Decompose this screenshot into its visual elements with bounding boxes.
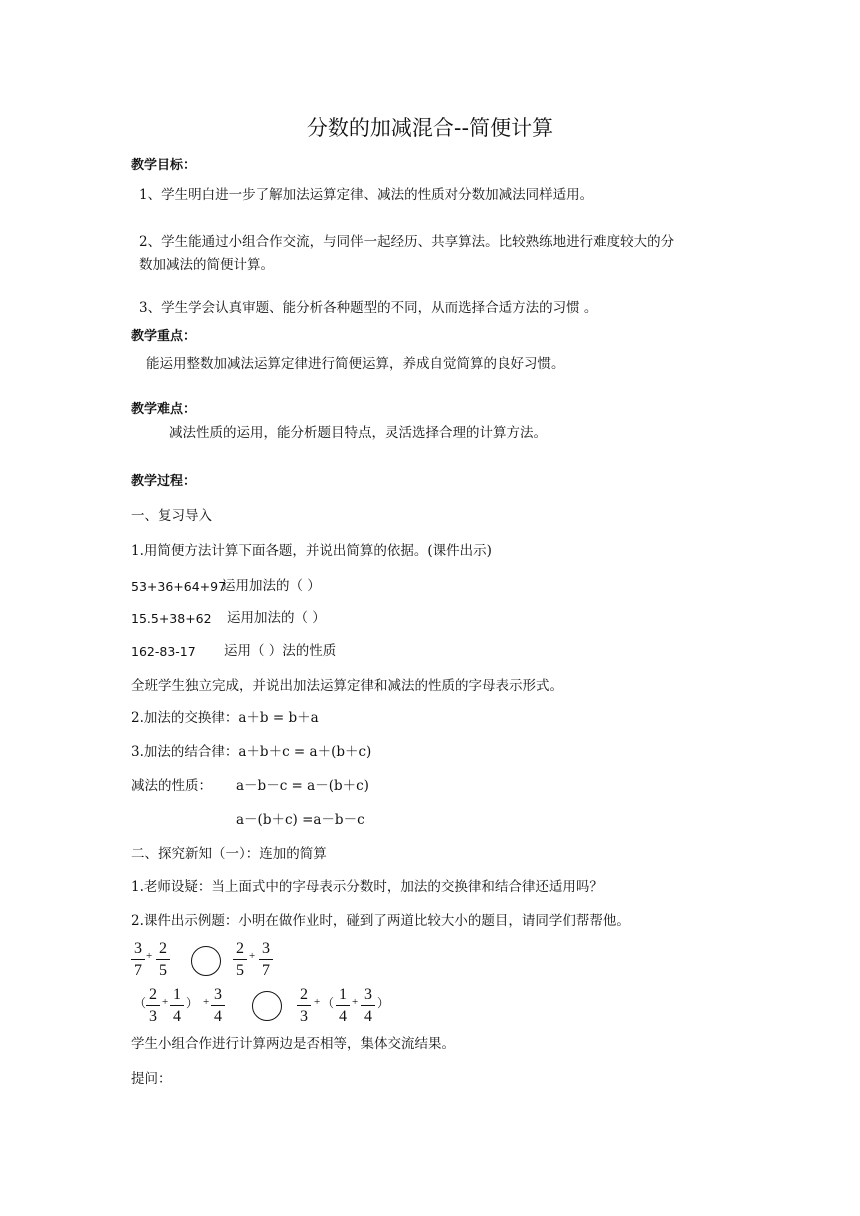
fraction-numerator: 2 (159, 940, 167, 957)
section-2-heading: 二、探究新知（一）：连加的简算 (131, 846, 327, 862)
fraction-denominator: 3 (300, 1008, 308, 1025)
objective-2-cont: 数加减法的简便计算。 (139, 257, 274, 273)
document-title: 分数的加减混合--简便计算 (306, 116, 554, 140)
fraction (156, 939, 170, 980)
fraction-denominator: 7 (262, 962, 270, 979)
plus-sign: + (203, 996, 210, 1008)
question-prompt: 提问： (131, 1071, 172, 1087)
plus-sign: + (162, 996, 169, 1008)
section-1-heading: 一、复习导入 (131, 508, 212, 524)
plus-sign: + (249, 950, 256, 962)
fraction-denominator: 5 (236, 962, 244, 979)
objective-1: 1、学生明白进一步了解加法运算定律、减法的性质对分数加减法同样适用。 (139, 187, 594, 203)
fraction-numerator: 2 (236, 940, 244, 957)
example-3-note: 运用（ ）法的性质 (224, 643, 337, 659)
plus-sign: + (352, 996, 359, 1008)
fraction-denominator: 5 (159, 962, 167, 979)
step-2: 2.课件出示例题：小明在做作业时，碰到了两道比较大小的题目，请同学们帮帮他。 (131, 913, 630, 929)
fraction (336, 985, 350, 1026)
fraction-numerator: 3 (364, 986, 372, 1003)
example-1-expression: 53+36+64+97 (131, 579, 227, 594)
objective-2: 2、学生能通过小组合作交流，与同伴一起经历、共享算法。比较熟练地进行难度较大的分 (139, 234, 675, 250)
fraction-numerator: 3 (262, 940, 270, 957)
subtraction-rule-1: a－b－c = a－(b＋c) (236, 778, 369, 794)
key-points-heading: 教学重点： (131, 329, 197, 344)
objectives-heading: 教学目标： (131, 158, 197, 173)
fraction (233, 939, 247, 980)
fraction-denominator: 3 (149, 1008, 157, 1025)
fraction-numerator: 2 (300, 986, 308, 1003)
fraction (131, 939, 145, 980)
fraction-numerator: 1 (339, 986, 347, 1003)
fraction-denominator: 4 (214, 1008, 222, 1025)
fraction (170, 985, 184, 1026)
associative-law: 3.加法的结合律：a＋b＋c = a＋(b＋c) (131, 744, 372, 760)
example-1-note: 运用加法的（ ） (222, 578, 321, 594)
difficulties-heading: 教学难点： (131, 402, 197, 417)
step-1: 1.老师设疑：当上面式中的字母表示分数时，加法的交换律和结合律还适用吗？ (131, 879, 603, 895)
left-paren: （ (134, 996, 147, 1010)
subtraction-property-label: 减法的性质： (131, 778, 212, 794)
class-instruction: 全班学生独立完成，并说出加法运算定律和减法的性质的字母表示形式。 (131, 678, 563, 694)
fraction-numerator: 1 (173, 986, 181, 1003)
comparison-circle[interactable] (191, 946, 221, 976)
example-2-note: 运用加法的（ ） (227, 610, 326, 626)
left-paren: （ (322, 996, 335, 1010)
example-3-expression: 162-83-17 (131, 644, 196, 659)
right-paren: ） (186, 996, 199, 1010)
objective-3: 3、学生学会认真审题、能分析各种题型的不同，从而选择合适方法的习惯 。 (139, 300, 598, 316)
group-work: 学生小组合作进行计算两边是否相等，集体交流结果。 (131, 1036, 455, 1052)
fraction (259, 939, 273, 980)
comparison-circle[interactable] (252, 991, 282, 1021)
fraction (211, 985, 225, 1026)
process-heading: 教学过程： (131, 474, 197, 489)
subtraction-rule-2: a－(b＋c) =a－b－c (236, 812, 365, 828)
fraction-numerator: 3 (214, 986, 222, 1003)
example-2-expression: 15.5+38+62 (131, 611, 212, 626)
fraction-denominator: 7 (134, 962, 142, 979)
difficulties-text: 减法性质的运用，能分析题目特点，灵活选择合理的计算方法。 (169, 425, 547, 441)
fraction (146, 985, 160, 1026)
fraction (361, 985, 375, 1026)
question-1: 1.用简便方法计算下面各题，并说出简算的依据。(课件出示) (131, 543, 492, 559)
commutative-law: 2.加法的交换律：a＋b = b＋a (131, 710, 319, 726)
plus-sign: + (314, 996, 321, 1008)
fraction-numerator: 2 (149, 986, 157, 1003)
fraction (297, 985, 311, 1026)
fraction-denominator: 4 (364, 1008, 372, 1025)
plus-sign: + (146, 950, 153, 962)
fraction-numerator: 3 (134, 940, 142, 957)
right-paren: ） (377, 996, 390, 1010)
key-points-text: 能运用整数加减法运算定律进行简便运算，养成自觉简算的良好习惯。 (146, 356, 565, 372)
fraction-denominator: 4 (339, 1008, 347, 1025)
fraction-denominator: 4 (173, 1008, 181, 1025)
